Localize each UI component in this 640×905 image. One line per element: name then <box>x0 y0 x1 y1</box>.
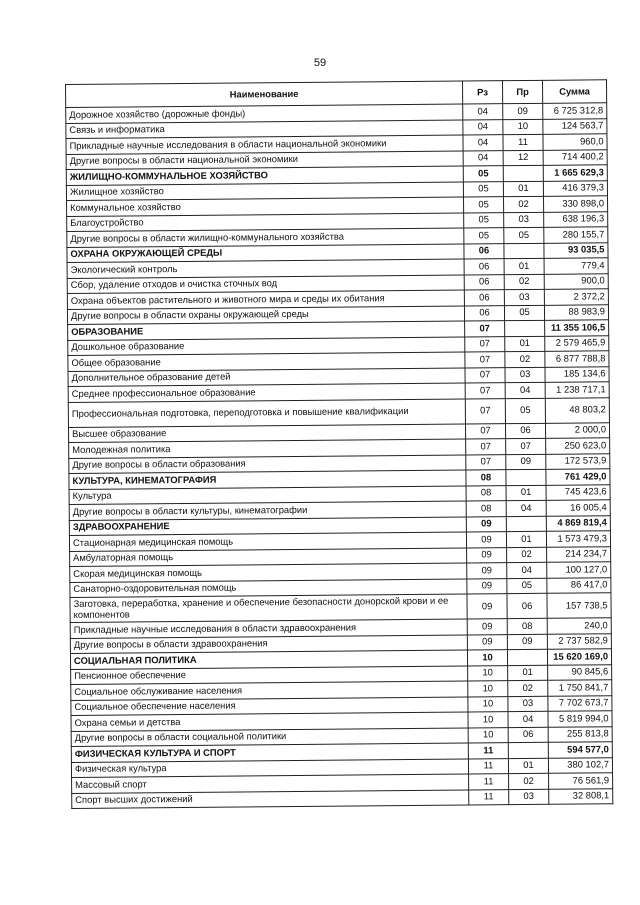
row-pr: 04 <box>507 562 547 578</box>
row-sum: 124 563,7 <box>543 118 607 134</box>
row-sum: 1 238 717,1 <box>545 382 609 398</box>
row-rz: 10 <box>468 681 508 697</box>
row-sum: 15 620 169,0 <box>547 649 611 665</box>
row-sum: 779,4 <box>544 258 608 274</box>
row-sum: 1 665 629,3 <box>543 165 607 181</box>
row-sum: 76 561,9 <box>549 773 613 789</box>
row-name: Социальное обслуживание населения <box>71 681 468 700</box>
row-sum: 1 573 479,3 <box>546 531 610 547</box>
row-rz: 04 <box>463 104 503 120</box>
row-name: Стационарная медицинская помощь <box>69 532 466 551</box>
row-pr <box>506 469 546 485</box>
row-pr: 02 <box>505 351 545 367</box>
row-name: Экологический контроль <box>67 259 464 278</box>
row-sum: 100 127,0 <box>547 562 611 578</box>
row-pr: 01 <box>506 531 546 547</box>
row-pr <box>504 243 544 259</box>
row-sum: 255 813,8 <box>548 726 612 742</box>
row-rz: 09 <box>467 619 507 635</box>
row-pr: 09 <box>507 634 547 650</box>
row-rz: 08 <box>466 501 506 517</box>
row-sum: 2 737 582,9 <box>547 633 611 649</box>
row-sum: 86 417,0 <box>547 577 611 593</box>
row-rz: 11 <box>468 758 508 774</box>
row-sum: 90 845,6 <box>548 664 612 680</box>
row-pr <box>505 320 545 336</box>
row-name: Общее образование <box>68 352 465 371</box>
row-sum: 4 869 819,4 <box>546 515 610 531</box>
row-pr: 01 <box>506 485 546 501</box>
row-name: Пенсионное обеспечение <box>71 666 468 685</box>
row-rz: 07 <box>465 336 505 352</box>
row-name: Дошкольное образование <box>68 337 465 356</box>
row-sum: 2 579 465,9 <box>545 335 609 351</box>
row-pr: 02 <box>503 196 543 212</box>
row-sum: 157 738,5 <box>547 593 611 619</box>
row-rz: 11 <box>469 774 509 790</box>
row-sum: 960,0 <box>543 134 607 150</box>
row-rz: 09 <box>467 547 507 563</box>
row-pr: 05 <box>504 227 544 243</box>
row-name: Среднее профессиональное образование <box>68 383 465 402</box>
row-pr: 04 <box>505 382 545 398</box>
row-pr: 03 <box>504 289 544 305</box>
row-name: Другие вопросы в области национальной экономики <box>66 151 463 170</box>
row-pr: 09 <box>506 454 546 470</box>
row-name: Санаторно-оздоровительная помощь <box>70 579 467 598</box>
row-sum: 93 035,5 <box>544 242 608 258</box>
row-sum: 2 000,0 <box>545 422 609 438</box>
row-sum: 761 429,0 <box>546 469 610 485</box>
row-rz: 09 <box>467 578 507 594</box>
row-pr: 03 <box>504 212 544 228</box>
row-sum: 16 005,4 <box>546 500 610 516</box>
row-pr: 01 <box>508 665 548 681</box>
row-name: Другие вопросы в области социальной политики <box>71 728 468 747</box>
row-sum: 714 400,2 <box>543 149 607 165</box>
row-rz: 09 <box>466 532 506 548</box>
row-sum: 11 355 106,5 <box>545 320 609 336</box>
row-rz: 06 <box>464 259 504 275</box>
row-rz: 04 <box>463 135 503 151</box>
row-rz: 09 <box>467 563 507 579</box>
row-name: Физическая культура <box>71 759 468 778</box>
row-name: Культура <box>69 486 466 505</box>
row-sum: 330 898,0 <box>543 196 607 212</box>
row-pr: 01 <box>503 181 543 197</box>
row-pr <box>503 165 543 181</box>
row-rz: 07 <box>465 321 505 337</box>
row-pr: 06 <box>505 423 545 439</box>
row-rz: 06 <box>464 274 504 290</box>
row-name: Другие вопросы в области образования <box>69 455 466 474</box>
row-sum: 745 423,6 <box>546 484 610 500</box>
row-name: Социальное обеспечение населения <box>71 697 468 716</box>
row-sum: 380 102,7 <box>548 757 612 773</box>
row-rz: 05 <box>464 212 504 228</box>
row-sum: 32 808,1 <box>549 788 613 804</box>
row-name: Прикладные научные исследования в области здравоохранения <box>70 619 467 638</box>
row-name: Скорая медицинская помощь <box>70 563 467 582</box>
row-pr: 04 <box>508 711 548 727</box>
row-name: СОЦИАЛЬНАЯ ПОЛИТИКА <box>70 650 467 669</box>
row-name: Прикладные научные исследования в области национальной экономики <box>66 135 463 154</box>
row-rz: 06 <box>464 243 504 259</box>
row-name: КУЛЬТУРА, КИНЕМАТОГРАФИЯ <box>69 470 466 489</box>
row-name: Другие вопросы в области жилищно-коммунального хозяйства <box>67 228 464 247</box>
header-pr: Пр <box>502 80 542 103</box>
row-rz: 11 <box>468 743 508 759</box>
row-name: Массовый спорт <box>72 774 469 793</box>
row-name: ЗДРАВООХРАНЕНИЕ <box>69 517 466 536</box>
row-pr: 01 <box>504 258 544 274</box>
row-sum: 6 725 312,8 <box>543 103 607 119</box>
row-sum: 638 196,3 <box>544 211 608 227</box>
row-sum: 2 372,2 <box>544 289 608 305</box>
row-sum: 594 577,0 <box>548 742 612 758</box>
row-rz: 05 <box>463 166 503 182</box>
row-pr: 05 <box>507 578 547 594</box>
row-rz: 07 <box>465 423 505 439</box>
row-name: Дорожное хозяйство (дорожные фонды) <box>66 104 463 123</box>
row-rz: 09 <box>467 634 507 650</box>
row-name: Коммунальное хозяйство <box>67 197 464 216</box>
row-rz: 09 <box>467 594 507 619</box>
row-name: Сбор, удаление отходов и очистка сточных вод <box>67 275 464 294</box>
row-rz: 04 <box>463 119 503 135</box>
row-name: Охрана семьи и детства <box>71 712 468 731</box>
row-sum: 185 134,6 <box>545 366 609 382</box>
header-sum: Сумма <box>542 80 606 104</box>
row-pr: 12 <box>503 150 543 166</box>
row-pr: 02 <box>507 547 547 563</box>
row-pr: 03 <box>505 367 545 383</box>
row-pr: 08 <box>507 618 547 634</box>
row-pr <box>508 742 548 758</box>
row-pr: 09 <box>503 103 543 119</box>
row-sum: 416 379,3 <box>543 180 607 196</box>
row-rz: 06 <box>464 305 504 321</box>
row-sum: 88 983,9 <box>544 304 608 320</box>
table-row <box>72 788 613 808</box>
row-sum: 240,0 <box>547 618 611 634</box>
row-name: Жилищное хозяйство <box>66 182 463 201</box>
row-pr: 07 <box>506 438 546 454</box>
row-rz: 07 <box>465 383 505 399</box>
row-name: Другие вопросы в области культуры, кинематографии <box>69 501 466 520</box>
row-pr: 02 <box>509 773 549 789</box>
row-sum: 7 702 673,7 <box>548 695 612 711</box>
row-rz: 10 <box>468 665 508 681</box>
row-name: Другие вопросы в области здравоохранения <box>70 635 467 654</box>
row-name: Связь и информатика <box>66 120 463 139</box>
row-name: ФИЗИЧЕСКАЯ КУЛЬТУРА И СПОРТ <box>71 743 468 762</box>
row-pr <box>506 516 546 532</box>
row-name: Высшее образование <box>68 424 465 443</box>
page-number: 59 <box>313 57 327 69</box>
row-pr: 02 <box>504 274 544 290</box>
row-pr: 06 <box>507 593 547 618</box>
row-rz: 07 <box>465 367 505 383</box>
row-rz: 05 <box>463 181 503 197</box>
row-pr: 03 <box>508 696 548 712</box>
row-name: Охрана объектов растительного и животного мира и среды их обитания <box>67 290 464 309</box>
row-rz: 05 <box>464 197 504 213</box>
row-name: Амбулаторная помощь <box>70 548 467 567</box>
row-pr: 05 <box>504 305 544 321</box>
row-sum: 900,0 <box>544 273 608 289</box>
row-sum: 250 623,0 <box>546 438 610 454</box>
row-rz: 08 <box>466 485 506 501</box>
row-pr: 10 <box>503 119 543 135</box>
row-rz: 10 <box>467 650 507 666</box>
row-sum: 5 819 994,0 <box>548 711 612 727</box>
row-sum: 280 155,7 <box>544 227 608 243</box>
row-pr: 01 <box>508 758 548 774</box>
row-rz: 10 <box>468 712 508 728</box>
row-rz: 07 <box>465 352 505 368</box>
row-pr: 04 <box>506 500 546 516</box>
row-name: Профессиональная подготовка, переподготовка и повышение квалификации <box>68 399 465 427</box>
header-rz: Рз <box>462 81 502 104</box>
row-sum: 172 573,9 <box>546 453 610 469</box>
budget-table <box>65 79 613 809</box>
row-rz: 06 <box>464 290 504 306</box>
row-rz: 11 <box>469 789 509 805</box>
row-name: Дополнительное образование детей <box>68 368 465 387</box>
header-name: Наименование <box>66 81 463 107</box>
row-name: ОБРАЗОВАНИЕ <box>68 321 465 340</box>
row-rz: 09 <box>466 516 506 532</box>
row-sum: 1 750 841,7 <box>548 680 612 696</box>
row-rz: 10 <box>468 696 508 712</box>
row-pr: 01 <box>505 336 545 352</box>
row-rz: 04 <box>463 150 503 166</box>
row-sum: 48 803,2 <box>545 397 609 423</box>
row-pr: 02 <box>508 680 548 696</box>
row-name: Спорт высших достижений <box>72 790 469 809</box>
row-pr: 06 <box>508 727 548 743</box>
row-pr <box>507 649 547 665</box>
row-rz: 07 <box>466 454 506 470</box>
row-name: Другие вопросы в области охраны окружающей среды <box>67 306 464 325</box>
row-name: Заготовка, переработка, хранение и обеспечение безопасности донорской крови и ее компонентов <box>70 594 467 622</box>
row-pr: 05 <box>505 398 545 423</box>
row-sum: 214 234,7 <box>547 546 611 562</box>
row-name: Благоустройство <box>67 213 464 232</box>
row-rz: 10 <box>468 727 508 743</box>
row-rz: 07 <box>466 439 506 455</box>
row-rz: 05 <box>464 228 504 244</box>
row-rz: 08 <box>466 470 506 486</box>
row-pr: 03 <box>509 789 549 805</box>
row-name: Молодежная политика <box>69 439 466 458</box>
row-name: ЖИЛИЩНО-КОММУНАЛЬНОЕ ХОЗЯЙСТВО <box>66 166 463 185</box>
row-pr: 11 <box>503 134 543 150</box>
table-body <box>66 103 613 809</box>
row-rz: 07 <box>465 398 505 423</box>
row-name: ОХРАНА ОКРУЖАЮЩЕЙ СРЕДЫ <box>67 244 464 263</box>
row-sum: 6 877 788,8 <box>545 351 609 367</box>
